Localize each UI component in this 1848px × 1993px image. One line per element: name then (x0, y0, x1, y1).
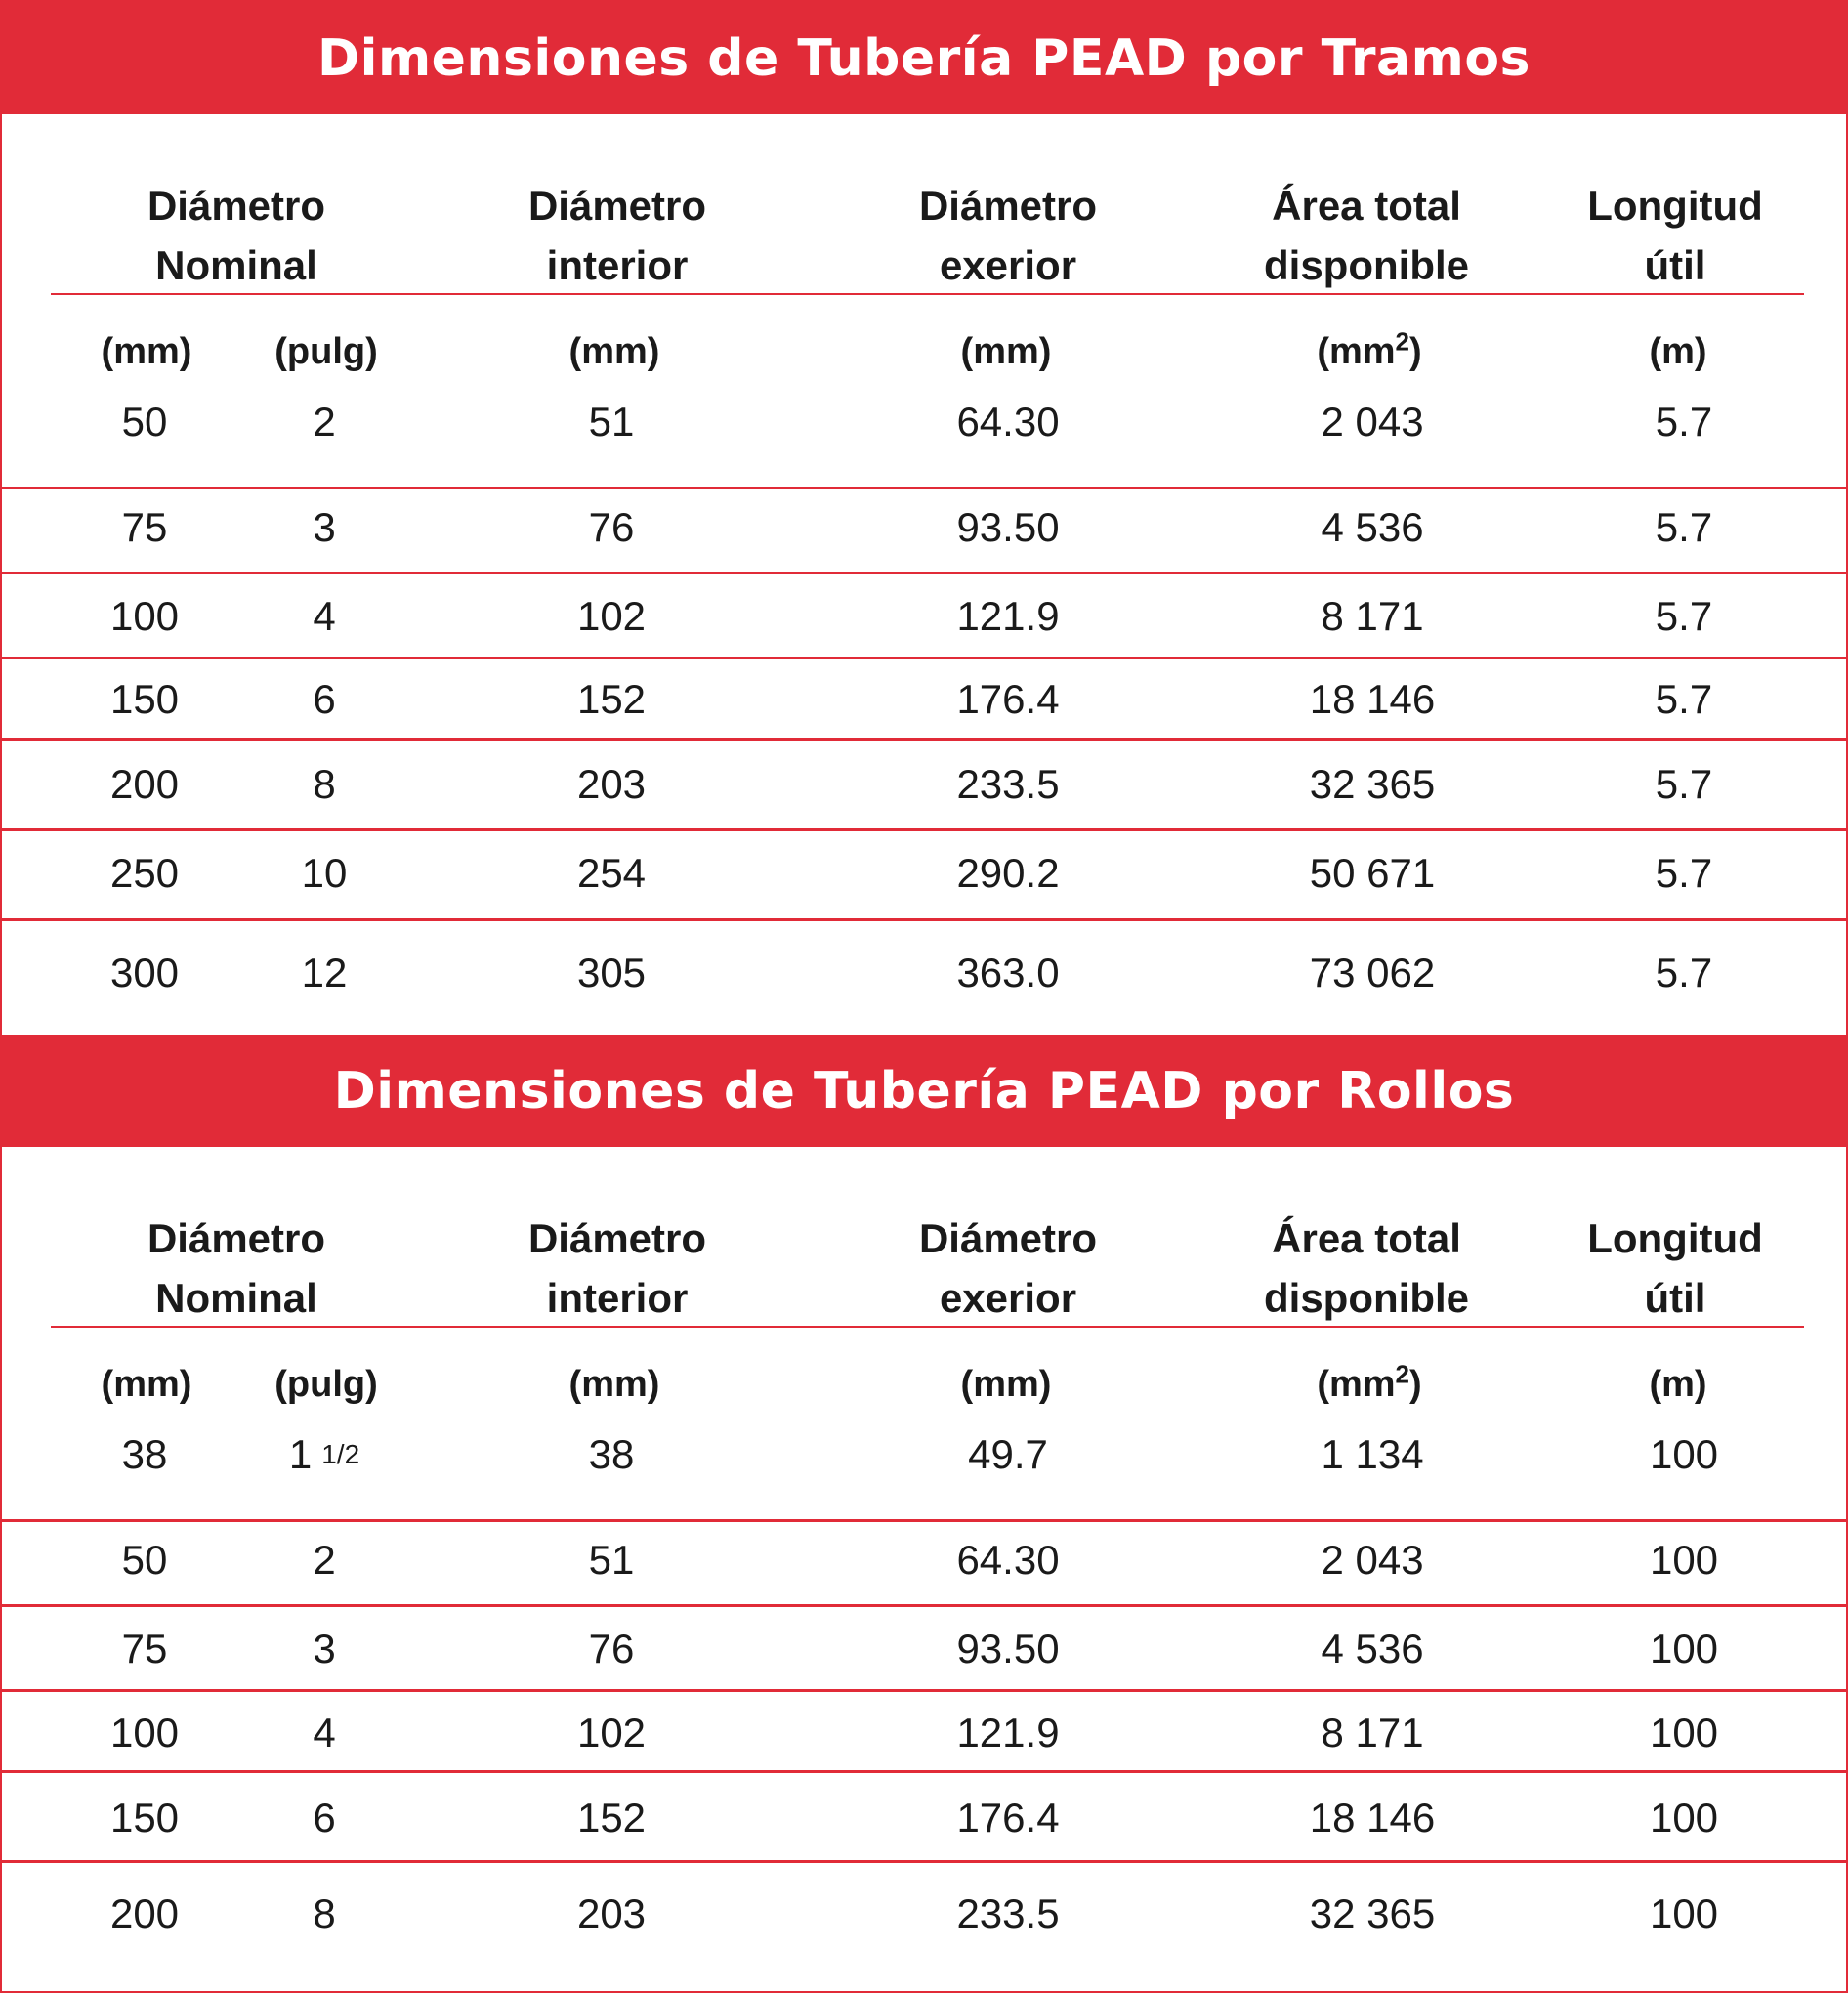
cell-inner-mm: 203 (576, 760, 647, 807)
cell-nominal-pulg: 2 (313, 399, 336, 445)
row-divider (2, 738, 1846, 741)
cell-outer-mm: 93.50 (956, 1626, 1060, 1672)
cell-outer-mm: 93.50 (956, 503, 1060, 550)
cell-nominal-pulg: 4 (313, 593, 336, 639)
cell-area-mm2: 2 043 (1321, 399, 1424, 445)
cell-outer-mm: 290.2 (956, 850, 1060, 896)
cell-length-m: 100 (1649, 1794, 1719, 1841)
header-total-area: Área total disponible (1264, 183, 1469, 288)
table-row (2, 486, 1846, 569)
cell-inner-mm: 76 (588, 503, 635, 550)
cell-nominal-pulg: 3 (313, 1626, 336, 1672)
cell-inner-mm: 203 (576, 1890, 647, 1936)
cell-inner-mm: 76 (588, 1626, 635, 1672)
cell-nominal-mm: 75 (121, 503, 168, 550)
cell-nominal-mm: 38 (121, 1431, 168, 1477)
cell-area-mm2: 4 536 (1321, 1626, 1424, 1672)
cell-length-m: 100 (1649, 1537, 1719, 1583)
header-inner-diameter: Diámetro interior (527, 183, 707, 288)
rollos-title-banner (2, 1035, 1846, 1147)
cell-length-m: 100 (1649, 1431, 1719, 1477)
table-row (2, 1691, 1846, 1774)
cell-nominal-mm: 200 (109, 1890, 180, 1936)
unit-outer-mm: (mm) (960, 331, 1052, 372)
cell-length-m: 5.7 (1655, 676, 1713, 722)
cell-outer-mm: 121.9 (956, 593, 1060, 639)
unit-outer-mm: (mm) (960, 1364, 1052, 1405)
row-divider (2, 918, 1846, 921)
table-row (2, 657, 1846, 742)
header-total-area: Área total disponible (1264, 1215, 1469, 1321)
row-divider (2, 1770, 1846, 1773)
table-row (2, 1860, 1846, 1968)
unit-inner-mm: (mm) (568, 331, 660, 372)
cell-nominal-pulg: 4 (313, 1709, 336, 1756)
table-row (2, 828, 1846, 918)
cell-nominal-mm: 100 (109, 593, 180, 639)
cell-length-m: 5.7 (1655, 593, 1713, 639)
row-divider (2, 487, 1846, 489)
unit-inner-mm: (mm) (568, 1364, 660, 1405)
table-row (2, 919, 1846, 1027)
cell-area-mm2: 8 171 (1321, 593, 1424, 639)
table-row (2, 573, 1846, 659)
table-row (2, 376, 1846, 468)
cell-nominal-mm: 250 (109, 850, 180, 896)
header-useful-length: Longitud útil (1587, 1215, 1763, 1321)
cell-nominal-mm: 100 (109, 1709, 180, 1756)
cell-length-m: 100 (1649, 1890, 1719, 1936)
unit-area-mm2: $(mm^2)$ (1317, 326, 1422, 372)
row-divider (2, 657, 1846, 659)
cell-area-mm2: 73 062 (1309, 950, 1436, 996)
tramos-title: Dimensiones de Tubería PEAD por Tramos (316, 28, 1531, 88)
cell-outer-mm: 121.9 (956, 1709, 1060, 1756)
cell-nominal-pulg: 8 (313, 1890, 336, 1936)
unit-nominal-pulg: (pulg) (274, 1364, 378, 1405)
cell-nominal-pulg: 2 (313, 1537, 336, 1583)
row-divider (2, 828, 1846, 831)
cell-area-mm2: 32 365 (1309, 760, 1436, 807)
cell-outer-mm: 49.7 (968, 1431, 1048, 1477)
header-useful-length: Longitud útil (1587, 183, 1763, 288)
cell-length-m: 100 (1649, 1709, 1719, 1756)
cell-nominal-pulg: 10 (301, 850, 348, 896)
cell-area-mm2: 18 146 (1309, 676, 1436, 722)
cell-length-m: 5.7 (1655, 760, 1713, 807)
header-divider (51, 293, 1804, 295)
cell-inner-mm: 152 (576, 676, 647, 722)
cell-nominal-mm: 150 (109, 676, 180, 722)
table-row (2, 1409, 1846, 1501)
cell-inner-mm: 38 (588, 1431, 635, 1477)
cell-area-mm2: 1 134 (1321, 1431, 1424, 1477)
table-row (2, 1518, 1846, 1602)
header-nominal-diameter: Diámetro Nominal (147, 1215, 326, 1321)
cell-nominal-pulg: 3 (313, 503, 336, 550)
cell-nominal-mm: 75 (121, 1626, 168, 1672)
header-outer-diameter: Diámetro exerior (918, 1215, 1098, 1321)
cell-outer-mm: 233.5 (956, 1890, 1060, 1936)
cell-outer-mm: 233.5 (956, 760, 1060, 807)
unit-nominal-mm: (mm) (101, 331, 192, 372)
cell-outer-mm: 64.30 (956, 399, 1060, 445)
cell-length-m: 5.7 (1655, 850, 1713, 896)
cell-nominal-mm: 50 (121, 399, 168, 445)
table-row (2, 1606, 1846, 1692)
row-divider (2, 1604, 1846, 1607)
tramos-title-banner (2, 2, 1846, 114)
cell-inner-mm: 102 (576, 593, 647, 639)
cell-length-m: 5.7 (1655, 399, 1713, 445)
cell-area-mm2: 4 536 (1321, 503, 1424, 550)
cell-inner-mm: 51 (588, 399, 635, 445)
cell-nominal-pulg: 12 (301, 950, 348, 996)
header-inner-diameter: Diámetro interior (527, 1215, 707, 1321)
cell-outer-mm: 64.30 (956, 1537, 1060, 1583)
cell-length-m: 5.7 (1655, 503, 1713, 550)
header-outer-diameter: Diámetro exerior (918, 183, 1098, 288)
rollos-table (2, 1147, 1846, 1991)
row-divider (2, 572, 1846, 574)
cell-area-mm2: 2 043 (1321, 1537, 1424, 1583)
table-row (2, 1772, 1846, 1863)
cell-outer-mm: 363.0 (956, 950, 1060, 996)
cell-area-mm2: 18 146 (1309, 1794, 1436, 1841)
cell-inner-mm: 152 (576, 1794, 647, 1841)
cell-inner-mm: 305 (576, 950, 647, 996)
cell-nominal-mm: 150 (109, 1794, 180, 1841)
cell-inner-mm: 102 (576, 1709, 647, 1756)
cell-outer-mm: 176.4 (956, 676, 1060, 722)
cell-nominal-pulg: 8 (313, 760, 336, 807)
unit-area-mm2: $(mm^2)$ (1317, 1359, 1422, 1405)
cell-nominal-pulg: 6 (313, 1794, 336, 1841)
cell-length-m: 5.7 (1655, 950, 1713, 996)
unit-length-m: (m) (1649, 1364, 1707, 1405)
row-divider (2, 1519, 1846, 1522)
cell-inner-mm: 51 (588, 1537, 635, 1583)
cell-nominal-mm: 300 (109, 950, 180, 996)
cell-area-mm2: 32 365 (1309, 1890, 1436, 1936)
tramos-table (2, 114, 1846, 1035)
cell-nominal-pulg: 6 (313, 676, 336, 722)
cell-area-mm2: 8 171 (1321, 1709, 1424, 1756)
cell-nominal-mm: 50 (121, 1537, 168, 1583)
unit-length-m: (m) (1649, 331, 1707, 372)
row-divider (2, 1689, 1846, 1692)
cell-length-m: 100 (1649, 1626, 1719, 1672)
row-divider (2, 1860, 1846, 1863)
header-divider (51, 1326, 1804, 1328)
table-row (2, 739, 1846, 829)
cell-inner-mm: 254 (576, 850, 647, 896)
cell-outer-mm: 176.4 (956, 1794, 1060, 1841)
cell-nominal-mm: 200 (109, 760, 180, 807)
rollos-title: Dimensiones de Tubería PEAD por Rollos (333, 1061, 1515, 1121)
unit-nominal-pulg: (pulg) (274, 331, 378, 372)
header-nominal-diameter: Diámetro Nominal (147, 183, 326, 288)
cell-nominal-pulg: 1 1/2 (288, 1431, 360, 1477)
cell-area-mm2: 50 671 (1309, 850, 1436, 896)
unit-nominal-mm: (mm) (101, 1364, 192, 1405)
